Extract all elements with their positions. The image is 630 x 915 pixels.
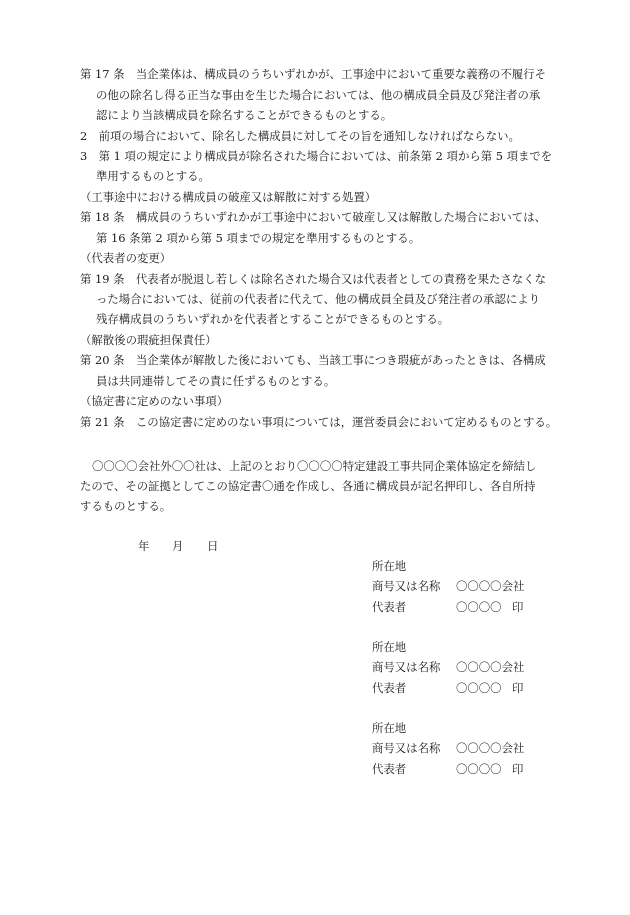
article-17-paragraph-3-line-1: 3 第 1 項の規定により構成員が除名された場合においては、前条第 2 項から第 5 項までを: [80, 149, 553, 163]
representative-label: 代表者: [372, 680, 407, 695]
article-19-heading: （代表者の変更）: [80, 251, 172, 265]
representative-name: 〇〇〇〇: [456, 680, 502, 695]
address-label: 所在地: [372, 640, 407, 654]
article-18-line-2: 第 16 条第 2 項から第 5 項までの規定を準用するものとする。: [96, 231, 421, 245]
date-day: 日: [207, 539, 219, 553]
representative-name: 〇〇〇〇: [456, 599, 502, 614]
signatory-block: [372, 718, 572, 779]
address-label: 所在地: [372, 721, 407, 735]
representative-name: 〇〇〇〇: [456, 761, 502, 776]
article-17-paragraph-3-line-2: 準用するものとする。: [96, 169, 210, 183]
article-19-line-2: った場合においては、従前の代表者に代えて、他の構成員全員及び発注者の承認により: [96, 292, 541, 306]
article-18-heading: （工事途中における構成員の破産又は解散に対する処置）: [80, 190, 377, 204]
signatory-block: [372, 637, 572, 698]
article-19-line-1: 第 19 条 代表者が脱退し若しくは除名された場合又は代表者としての責務を果たさなくな: [80, 272, 546, 286]
company-name: 〇〇〇〇会社: [456, 741, 525, 756]
article-20-line-2: 員は共同連帯してその責に任ずるものとする。: [96, 374, 336, 388]
article-21-line-1: 第 21 条 この協定書に定めのない事項については，運営委員会において定めるものとする。: [80, 415, 558, 429]
representative-label: 代表者: [372, 761, 407, 776]
company-name-label: 商号又は名称: [372, 741, 441, 756]
company-name-label: 商号又は名称: [372, 579, 441, 594]
company-name-label: 商号又は名称: [372, 660, 441, 675]
seal-mark: 印: [512, 599, 524, 614]
signatory-block: [372, 556, 572, 617]
closing-line-2: たので、その証拠としてこの協定書〇通を作成し、各通に構成員が記名押印し、各自所持: [80, 479, 536, 493]
article-18-line-1: 第 18 条 構成員のうちいずれかが工事途中において破産し又は解散した場合においては、: [80, 210, 546, 224]
article-20-heading: （解散後の瑕疵担保責任）: [80, 333, 217, 347]
article-21-heading: （協定書に定めのない事項）: [80, 394, 229, 408]
article-17-line-3: 認により当該構成員を除名することができるものとする。: [96, 108, 393, 122]
company-name: 〇〇〇〇会社: [456, 579, 525, 594]
closing-line-1: 〇〇〇〇会社外〇〇社は、上記のとおり〇〇〇〇特定建設工事共同企業体協定を締結し: [92, 459, 537, 473]
date-month: 月: [172, 539, 184, 553]
article-19-line-3: 残存構成員のうちいずれかを代表者とすることができるものとする。: [96, 312, 450, 326]
company-name: 〇〇〇〇会社: [456, 660, 525, 675]
date-year: 年: [138, 539, 150, 553]
address-label: 所在地: [372, 559, 407, 573]
article-20-line-1: 第 20 条 当企業体が解散した後においても、当該工事につき瑕疵があったときは、各構成: [80, 353, 546, 367]
article-17-paragraph-2: 2 前項の場合において、除名した構成員に対してその旨を通知しなければならない。: [80, 129, 520, 143]
seal-mark: 印: [512, 680, 524, 695]
article-17-line-1: 第 17 条 当企業体は、構成員のうちいずれかが、工事途中において重要な義務の不履行そ: [80, 67, 546, 81]
seal-mark: 印: [512, 761, 524, 776]
closing-line-3: するものとする。: [80, 499, 172, 513]
article-17-line-2: の他の除名し得る正当な事由を生じた場合においては、他の構成員全員及び発注者の承: [96, 88, 541, 102]
representative-label: 代表者: [372, 599, 407, 614]
